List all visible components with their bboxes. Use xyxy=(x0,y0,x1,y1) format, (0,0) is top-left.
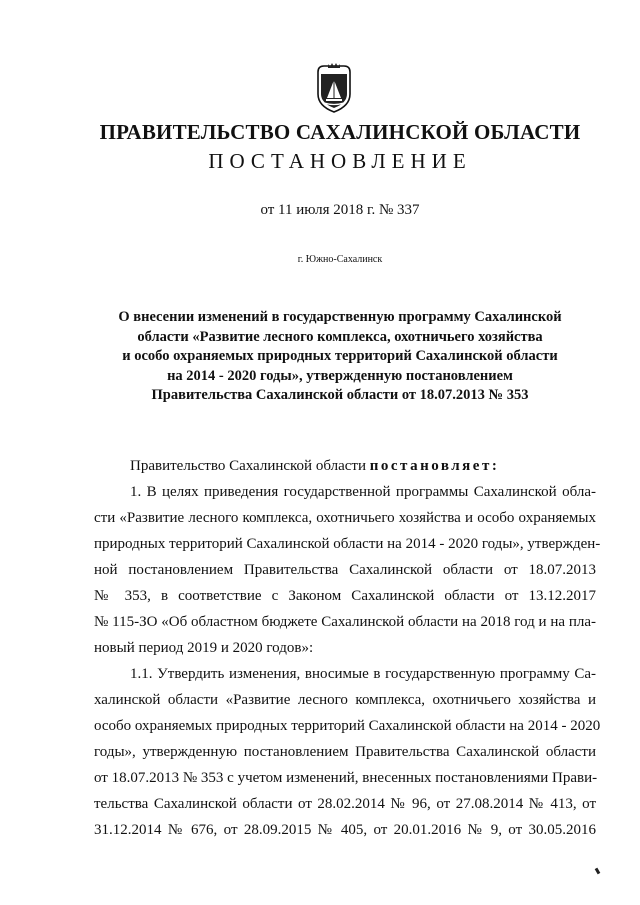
date-and-number: от 11 июля 2018 г. № 337 xyxy=(260,202,420,218)
subject-line: на 2014 - 2020 годы», утвержденную постановлением xyxy=(167,367,513,384)
scan-mark xyxy=(595,868,601,875)
paragraph-line: природных территорий Сахалинской области на 2014 - 2020 годы», утвержден- xyxy=(94,536,601,552)
paragraph-line: 1.1. Утвердить изменения, вносимые в государственную программу Са- xyxy=(130,666,596,682)
subject-line: и особо охраняемых природных территорий Сахалинской области xyxy=(122,348,558,364)
document-subject xyxy=(100,308,580,406)
document-body xyxy=(94,453,601,843)
paragraph-line: № 115-ЗО «Об областном бюджете Сахалинской области на 2018 год и на пла- xyxy=(94,614,596,630)
subject-line: области «Развитие лесного комплекса, охотничьего хозяйства xyxy=(137,328,543,345)
sakhalin-coat-of-arms-icon xyxy=(314,62,354,114)
paragraph-line: 31.12.2014 № 676, от 28.09.2015 № 405, от 20.01.2016 № 9, от 30.05.2016 xyxy=(94,822,596,838)
preamble xyxy=(94,453,596,479)
preamble-text: Правительство Сахалинской области xyxy=(130,458,370,474)
document-type: ПОСТАНОВЛЕНИЕ xyxy=(208,149,472,173)
paragraph-line: № 353, в соответствие с Законом Сахалинской области от 13.12.2017 xyxy=(94,588,596,604)
preamble-keyword: постановляет: xyxy=(369,458,500,474)
paragraph-line: от 18.07.2013 № 353 с учетом изменений, внесенных постановлениями Прави- xyxy=(94,770,598,786)
paragraph-line: тельства Сахалинской области от 28.02.2014 № 96, от 27.08.2014 № 413, от xyxy=(94,796,596,812)
paragraph-line: особо охраняемых природных территорий Сахалинской области на 2014 - 2020 xyxy=(94,718,601,734)
paragraph-line: новый период 2019 и 2020 годов»: xyxy=(94,640,314,656)
paragraph-line: 1. В целях приведения государственной программы Сахалинской обла- xyxy=(130,484,596,500)
paragraph-line: сти «Развитие лесного комплекса, охотничьего хозяйства и особо охраняемых xyxy=(94,510,596,526)
city-name: г. Южно-Сахалинск xyxy=(297,254,383,265)
paragraph-line: годы», утвержденную постановлением Правительства Сахалинской области xyxy=(94,744,596,760)
organization-title: ПРАВИТЕЛЬСТВО САХАЛИНСКОЙ ОБЛАСТИ xyxy=(99,120,581,144)
subject-line: Правительства Сахалинской области от 18.07.2013 № 353 xyxy=(151,387,529,403)
paragraph-line: халинской области «Развитие лесного комплекса, охотничьего хозяйства и xyxy=(94,692,596,708)
paragraph-line: ной постановлением Правительства Сахалинской области от 18.07.2013 xyxy=(94,562,596,578)
subject-line: О внесении изменений в государственную программу Сахалинской xyxy=(118,309,562,325)
